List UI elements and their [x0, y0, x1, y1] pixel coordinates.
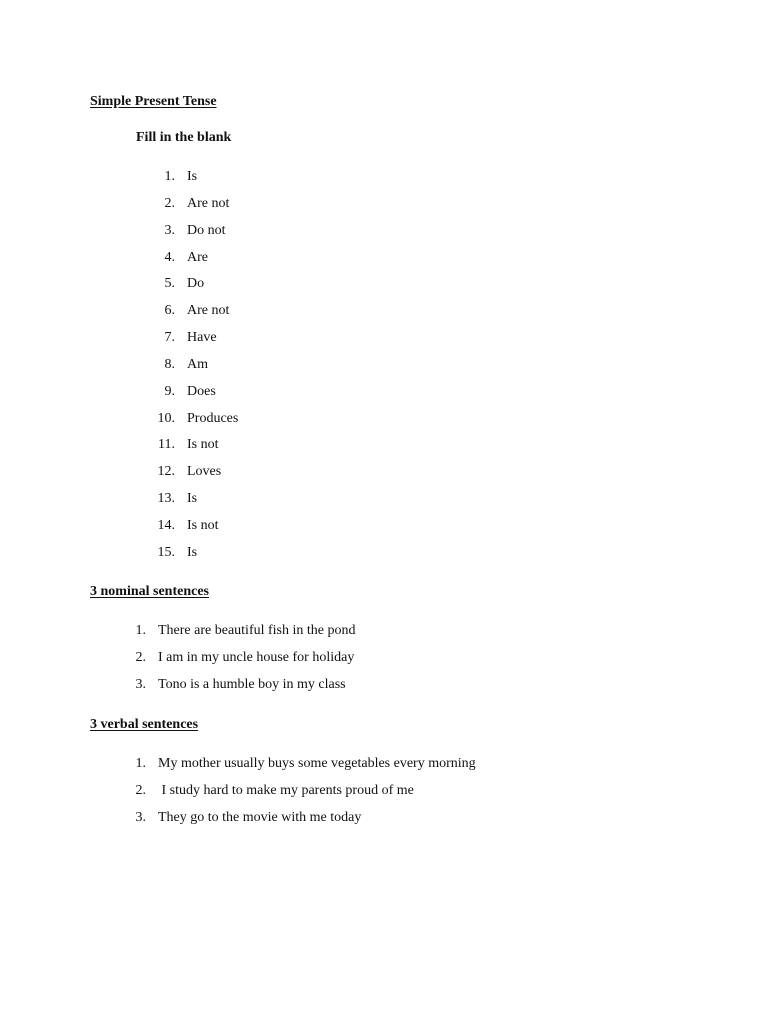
item-number: 8.	[164, 356, 175, 372]
item-text: Do not	[187, 222, 226, 238]
list-item	[0, 809, 362, 836]
item-number: 11.	[158, 437, 175, 453]
item-text: Is not	[187, 437, 219, 453]
item-number: 13.	[157, 491, 175, 507]
list-item	[0, 755, 476, 782]
item-number: 1.	[164, 169, 175, 184]
item-number: 12.	[157, 464, 175, 480]
verbal-sentences-heading: 3 verbal sentences	[90, 717, 199, 732]
item-number: 14.	[157, 517, 175, 533]
item-number: 1.	[135, 756, 146, 771]
item-number: 4.	[164, 249, 175, 265]
item-text: Are	[187, 249, 208, 265]
item-number: 9.	[164, 383, 175, 399]
nominal-sentences-list	[0, 622, 356, 703]
item-text: Are not	[187, 303, 230, 319]
item-text: Are not	[187, 195, 230, 211]
list-item	[0, 275, 205, 302]
list-item	[0, 782, 414, 809]
item-text: Is	[187, 169, 198, 184]
item-number: 6.	[164, 303, 175, 319]
list-item	[0, 195, 230, 222]
item-number: 3.	[135, 676, 146, 692]
item-text: Is	[187, 491, 198, 507]
item-text: Is	[187, 544, 198, 560]
nominal-sentences-heading: 3 nominal sentences	[90, 584, 209, 599]
list-item	[0, 676, 346, 703]
item-number: 3.	[135, 809, 146, 825]
item-number: 10.	[157, 410, 175, 426]
item-text: Does	[187, 383, 216, 399]
list-item	[0, 168, 198, 195]
item-text: They go to the movie with me today	[158, 809, 362, 825]
item-number: 2.	[164, 195, 175, 211]
item-number: 2.	[135, 782, 146, 798]
item-number: 5.	[164, 276, 175, 292]
list-item	[0, 544, 198, 571]
list-item	[0, 490, 198, 517]
item-text: I am in my uncle house for holiday	[158, 649, 355, 665]
document-title: Simple Present Tense	[90, 94, 217, 109]
item-number: 7.	[164, 330, 175, 346]
item-text: Do	[187, 276, 205, 292]
list-item	[0, 436, 219, 463]
list-item	[0, 356, 208, 383]
item-text: I study hard to make my parents proud of me	[158, 782, 414, 798]
item-number: 2.	[135, 649, 146, 665]
item-text: Am	[187, 356, 208, 372]
list-item	[0, 410, 239, 437]
item-number: 3.	[164, 222, 175, 238]
list-item	[0, 222, 226, 249]
list-item	[0, 329, 217, 356]
item-text: My mother usually buys some vegetables every morning	[158, 756, 476, 771]
item-text: Is not	[187, 517, 219, 533]
list-item	[0, 622, 356, 649]
item-text: There are beautiful fish in the pond	[158, 623, 356, 638]
item-text: Have	[187, 330, 217, 346]
list-item	[0, 649, 355, 676]
list-item	[0, 249, 208, 276]
item-number: 15.	[157, 544, 175, 560]
item-text: Produces	[187, 410, 239, 426]
list-item	[0, 383, 216, 410]
verbal-sentences-list	[0, 755, 476, 836]
fill-in-blank-list	[0, 168, 239, 571]
item-number: 1.	[135, 623, 146, 638]
list-item	[0, 517, 219, 544]
list-item	[0, 463, 222, 490]
fill-in-blank-heading: Fill in the blank	[136, 130, 232, 145]
item-text: Tono is a humble boy in my class	[158, 676, 346, 692]
item-text: Loves	[187, 464, 222, 480]
list-item	[0, 302, 230, 329]
